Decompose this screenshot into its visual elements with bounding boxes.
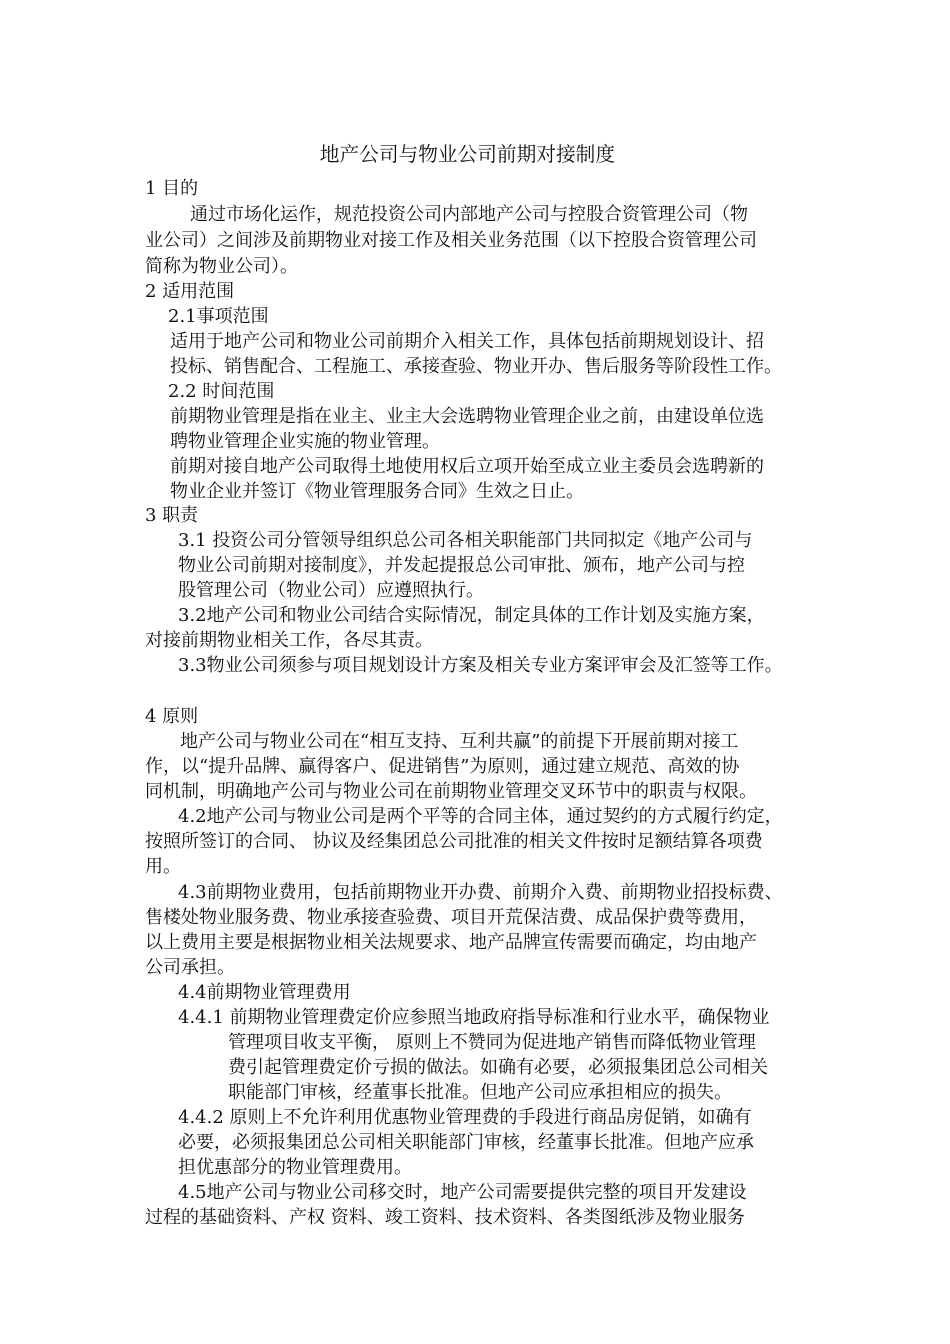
paragraph-line: 对接前期物业相关工作，各尽其责。 — [145, 630, 433, 651]
subsection-heading: 2.2 时间范围 — [168, 381, 275, 402]
paragraph-line: 3.3物业公司须参与项目规划设计方案及相关专业方案评审会及汇签等工作。 — [178, 655, 783, 676]
paragraph-line: 费引起管理费定价亏损的做法。如确有必要，必须报集团总公司相关 — [228, 1057, 768, 1078]
paragraph-line: 公司承担。 — [145, 957, 235, 978]
paragraph-line: 物业企业并签订《物业管理服务合同》生效之日止。 — [170, 481, 584, 502]
paragraph-line: 4.4.1 前期物业管理费定价应参照当地政府指导标准和行业水平，确保物业 — [178, 1007, 770, 1028]
document-title: 地产公司与物业公司前期对接制度 — [319, 142, 615, 166]
subsection-heading: 4.4前期物业管理费用 — [178, 982, 351, 1003]
paragraph-line: 4.5地产公司与物业公司移交时，地产公司需要提供完整的项目开发建设 — [178, 1182, 747, 1203]
paragraph-line: 地产公司与物业公司在“相互支持、互利共赢”的前提下开展前期对接工 — [180, 731, 739, 752]
paragraph-line: 作，以“提升品牌、赢得客户、促进销售”为原则，通过建立规范、高效的协 — [145, 756, 740, 777]
paragraph-line: 担优惠部分的物业管理费用。 — [178, 1157, 412, 1178]
paragraph-line: 简称为物业公司）。 — [145, 256, 298, 277]
paragraph-line: 4.4.2 原则上不允许利用优惠物业管理费的手段进行商品房促销，如确有 — [178, 1107, 752, 1128]
paragraph-line: 用。 — [145, 856, 181, 877]
paragraph-line: 物业公司前期对接制度》，并发起提报总公司审批、颁布，地产公司与控 — [178, 555, 745, 576]
paragraph-line: 3.2地产公司和物业公司结合实际情况，制定具体的工作计划及实施方案， — [178, 605, 765, 626]
paragraph-line: 3.1 投资公司分管领导组织总公司各相关职能部门共同拟定《地产公司与 — [178, 530, 753, 551]
paragraph-line: 聘物业管理企业实施的物业管理。 — [170, 431, 440, 452]
paragraph-line: 同机制，明确地产公司与物业公司在前期物业管理交叉环节中的职责与权限。 — [145, 781, 757, 802]
paragraph-line: 前期物业管理是指在业主、业主大会选聘物业管理企业之前，由建设单位选 — [170, 406, 764, 427]
paragraph-line: 以上费用主要是根据物业相关法规要求、地产品牌宣传需要而确定，均由地产 — [145, 932, 757, 953]
section-heading-purpose: 1 目的 — [145, 178, 199, 199]
paragraph-line: 前期对接自地产公司取得土地使用权后立项开始至成立业主委员会选聘新的 — [170, 456, 764, 477]
section-heading-principles: 4 原则 — [145, 706, 199, 727]
section-heading-duties: 3 职责 — [145, 505, 199, 526]
paragraph-line: 必要，必须报集团总公司相关职能部门审核，经董事长批准。但地产应承 — [178, 1132, 754, 1153]
paragraph-line: 投标、销售配合、工程施工、承接查验、物业开办、售后服务等阶段性工作。 — [170, 356, 782, 377]
paragraph-line: 职能部门审核，经董事长批准。但地产公司应承担相应的损失。 — [228, 1082, 732, 1103]
paragraph-line: 通过市场化运作，规范投资公司内部地产公司与控股合资管理公司（物 — [190, 204, 748, 225]
paragraph-line: 过程的基础资料、产权 资料、竣工资料、技术资料、各类图纸涉及物业服务 — [145, 1207, 745, 1228]
paragraph-line: 股管理公司（物业公司）应遵照执行。 — [178, 580, 484, 601]
paragraph-line: 业公司）之间涉及前期物业对接工作及相关业务范围（以下控股合资管理公司 — [145, 230, 757, 251]
section-heading-scope: 2 适用范围 — [145, 281, 235, 302]
paragraph-line: 管理项目收支平衡， 原则上不赞同为促进地产销售而降低物业管理 — [228, 1032, 756, 1053]
paragraph-line: 4.2地产公司与物业公司是两个平等的合同主体，通过契约的方式履行约定， — [178, 806, 783, 827]
paragraph-line: 售楼处物业服务费、物业承接查验费、项目开荒保洁费、成品保护费等费用， — [145, 907, 757, 928]
paragraph-line: 适用于地产公司和物业公司前期介入相关工作，具体包括前期规划设计、招 — [170, 331, 764, 352]
paragraph-line: 4.3前期物业费用，包括前期物业开办费、前期介入费、前期物业招投标费、 — [178, 882, 783, 903]
subsection-heading: 2.1事项范围 — [168, 306, 269, 327]
paragraph-line: 按照所签订的合同、 协议及经集团总公司批准的相关文件按时足额结算各项费 — [145, 831, 763, 852]
